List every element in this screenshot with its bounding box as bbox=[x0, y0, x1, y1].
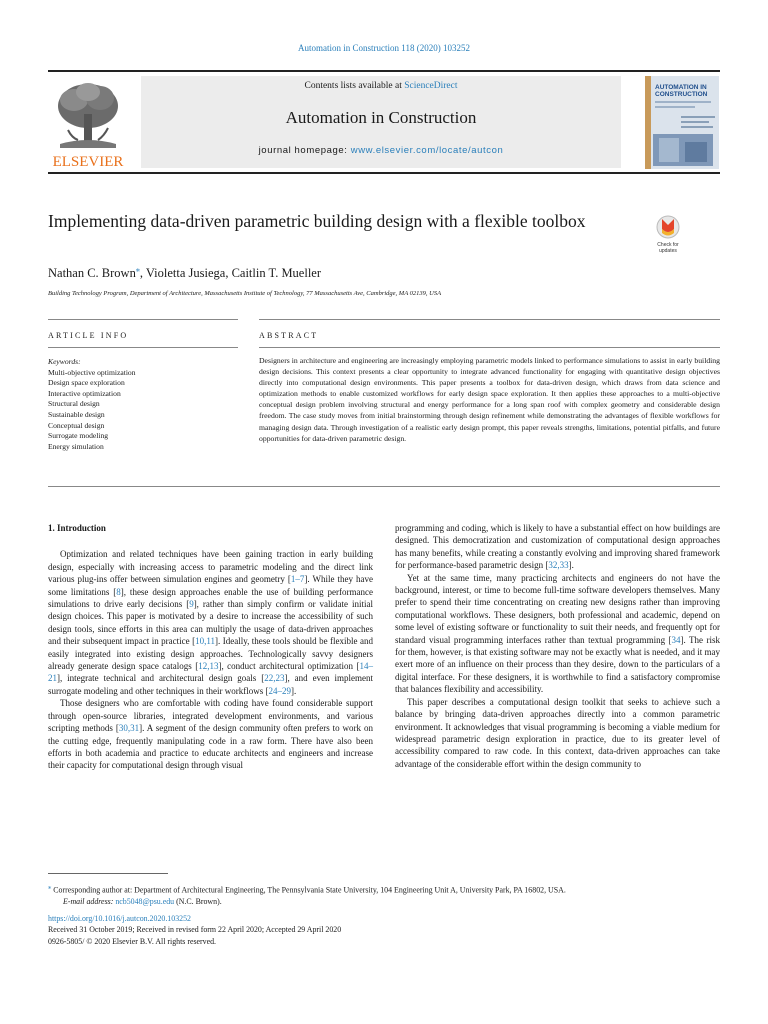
citation-link[interactable]: 30,31 bbox=[118, 723, 140, 734]
contents-line bbox=[141, 81, 621, 91]
body-paragraph bbox=[395, 522, 720, 572]
received-dates: Received 31 October 2019; Received in revised form 22 April 2020; Accepted 29 April 2020 bbox=[48, 925, 342, 935]
paragraph-text: ]. While they have some limitations [ bbox=[48, 574, 373, 597]
body-paragraph bbox=[395, 696, 720, 770]
body-column-left bbox=[48, 522, 373, 772]
citation-link[interactable]: 1–7 bbox=[290, 574, 305, 585]
affiliation: Building Technology Program, Department of Architecture, Massachusetts Institute of Technology, 77 Massachusetts Ave, Cambridge, MA 02139, USA bbox=[48, 290, 442, 297]
paragraph-text: ]. Ideally, these tools should be flexible and easily integrated into existing design approaches. Technologically savvy designers already generate design space catalogs [ bbox=[48, 636, 373, 672]
doi-link[interactable]: https://doi.org/10.1016/j.autcon.2020.103252 bbox=[48, 914, 191, 923]
paragraph-text: ], integrate technical and architectural design goals [ bbox=[57, 673, 265, 684]
journal-title: Automation in Construction bbox=[285, 108, 477, 127]
check-for-updates-button[interactable] bbox=[648, 213, 688, 255]
author-list bbox=[48, 265, 321, 281]
keyword-item: Structural design bbox=[48, 399, 100, 409]
paragraph-text: ], these design approaches enable the use of building performance simulations to drive early decisions [ bbox=[48, 586, 373, 610]
copyright: 0926-5805/ © 2020 Elsevier B.V. All rights reserved. bbox=[48, 936, 217, 946]
contents-prefix: Contents lists available at bbox=[304, 81, 405, 91]
body-paragraph bbox=[48, 548, 373, 697]
author-name[interactable]: Nathan C. Brown bbox=[48, 266, 136, 281]
keyword-item: Multi-objective optimization bbox=[48, 367, 136, 377]
divider bbox=[48, 347, 238, 348]
paragraph-text: This paper describes a computational design toolkit that seeks to achieve such a balance by bringing data-driven approaches directly into a common parametric environment. It acknowledges that visual programming is becoming a viable medium for widespread parametric design exploration in practice, due to its greater level of accessibility compared to raw code. In this context, data-driven approaches can take advantage of the considerable effort within the design community to bbox=[395, 696, 720, 769]
section-heading: 1. Introduction bbox=[48, 523, 106, 533]
divider bbox=[48, 486, 720, 487]
email-link[interactable]: ncb5048@psu.edu bbox=[115, 896, 175, 906]
citation-link[interactable]: 34 bbox=[671, 634, 681, 645]
header-rule bbox=[48, 172, 720, 174]
paragraph-text: ]. bbox=[290, 685, 297, 696]
corresponding-author-text: Corresponding author at: Department of Architectural Engineering, The Pennsylvania State University, 104 Engineering Unit A, University Park, PA 16802, USA. bbox=[53, 885, 566, 895]
keywords-label: Keywords: bbox=[48, 357, 81, 366]
paragraph-text: programming and coding, which is likely to have a substantial effect on how buildings are designed. This democratization and customization of computational design approaches has many benefits, while creating a constantly evolving and improving shared framework for performance-based parametric design [ bbox=[395, 523, 720, 571]
footnote-email bbox=[48, 896, 738, 907]
citation-link[interactable]: 12,13 bbox=[198, 661, 219, 672]
keywords-list bbox=[48, 357, 238, 452]
keyword-item: Energy simulation bbox=[48, 441, 104, 451]
footnote-rule bbox=[48, 873, 168, 874]
check-for-updates-icon bbox=[648, 213, 688, 255]
keyword-item: Conceptual design bbox=[48, 420, 105, 430]
paragraph-text: ], conduct architectural optimization [ bbox=[218, 661, 360, 672]
author-separator: , bbox=[225, 266, 232, 281]
body-column-right bbox=[395, 522, 720, 770]
journal-reference[interactable]: Automation in Construction 118 (2020) 103252 bbox=[298, 43, 470, 53]
keyword-item: Design space exploration bbox=[48, 378, 125, 388]
paragraph-text: Yet at the same time, many practicing architects and engineers do not have the background, interest, or time to become full-time software developers themselves. Many prefer to spend their time concentrating on creating new designs rather than improving computational workflows. These designers, both professional and academic, depend on some level of existing software or functionality to suit their needs, and frequently opt for standard visual programming interfaces rather than textual programming [ bbox=[395, 572, 720, 645]
footnote-mark[interactable]: ⁎ bbox=[48, 884, 52, 891]
citation-link[interactable]: 22,23 bbox=[264, 673, 285, 684]
citation-link[interactable]: 24–29 bbox=[268, 685, 291, 696]
citation-link[interactable]: 14–21 bbox=[48, 661, 373, 684]
citation-link[interactable]: 9 bbox=[189, 599, 194, 610]
email-label: E-mail address: bbox=[63, 896, 114, 906]
author-separator: , bbox=[139, 266, 146, 281]
citation-link[interactable]: 10,11 bbox=[195, 636, 216, 647]
keyword-item: Surrogate modeling bbox=[48, 431, 109, 441]
author-name[interactable]: Caitlin T. Mueller bbox=[231, 266, 322, 281]
article-title: Implementing data-driven parametric building design with a flexible toolbox bbox=[48, 211, 586, 231]
journal-header bbox=[48, 70, 720, 170]
journal-info-box bbox=[141, 76, 621, 168]
elsevier-tree-icon bbox=[48, 78, 128, 170]
paragraph-text: ], and even implement surrogate modeling and other techniques in their workflows [ bbox=[48, 673, 373, 696]
abstract-heading: ABSTRACT bbox=[259, 331, 319, 340]
divider bbox=[259, 347, 720, 348]
footnote bbox=[48, 882, 738, 907]
paragraph-text: ], rather than simply confirm or validate initial design choices. This paper is motivated by a desire to increase the accessibility of such design tools, since efforts in this area can multiply the usage of data-driven approaches and their subsequent impact in practice [ bbox=[48, 599, 373, 647]
abstract-text: Designers in architecture and engineering are increasingly employing parametric models linked to performance simulations to assist in early building design decisions. This context presents a clear opportunity to integrate advanced functionality for engaging with quantitative design objectives directly into computational design environments. This paper presents a toolbox for data-driven design, which draws from data science and optimization methods to enable customized workflows for early design space exploration. It then applies these approaches to a multi-objective conceptual design problem involving structural and energy performance for a long span roof with complex geometry and considerable design freedom. The case study moves from initial brainstorming through design refinement while demonstrating the advantages of flexible workflows for managing design data. Through investigation of a realistic early design prompt, this paper reveals strengths, limitations, potential pitfalls, and future opportunities for data-driven parametric design. bbox=[259, 356, 720, 443]
journal-cover-image[interactable] bbox=[645, 76, 719, 169]
body-paragraph bbox=[395, 572, 720, 696]
article-info-heading: ARTICLE INFO bbox=[48, 331, 129, 340]
svg-text:AUTOMATION IN CONSTRUC: AUTOMATION IN CONSTRUCTION bbox=[655, 84, 708, 98]
citation-link[interactable]: 8 bbox=[116, 586, 121, 597]
homepage-link[interactable]: www.elsevier.com/locate/autcon bbox=[350, 145, 504, 156]
paragraph-text: Those designers who are comfortable with coding have found considerable support through open-source libraries, integrated development environments, and various scripting methods [ bbox=[48, 698, 373, 734]
svg-text:Check for: Check for bbox=[657, 242, 679, 248]
divider bbox=[259, 319, 720, 320]
homepage-prefix: journal homepage: bbox=[258, 145, 351, 156]
paragraph-text: Optimization and related techniques have been gaining traction in early building design, especially with increasing access to parametric modeling and the direct link various plug-ins offer between simulation engines and geometry [ bbox=[48, 549, 373, 585]
paragraph-text: ]. The risk for them, however, is that existing software may not be exactly what is needed, and it may exert more of an influence on their process than they desire, down to the particulars of a digital interface. For these designers, it is worthwhile to find a satisfactory compromise that balances flexibility and accessibility. bbox=[395, 634, 720, 695]
footnote-corresponding bbox=[48, 882, 738, 896]
sciencedirect-link[interactable]: ScienceDirect bbox=[404, 81, 458, 91]
citation-link[interactable]: 32,33 bbox=[548, 560, 569, 571]
author-name[interactable]: Violetta Jusiega bbox=[145, 266, 226, 281]
svg-text:updates: updates bbox=[659, 248, 677, 254]
paragraph-text: ]. bbox=[568, 560, 574, 571]
keyword-item: Interactive optimization bbox=[48, 388, 121, 398]
keyword-item: Sustainable design bbox=[48, 409, 105, 419]
elsevier-wordmark: ELSEVIER bbox=[52, 154, 124, 170]
body-paragraph bbox=[48, 697, 373, 771]
journal-cover-icon bbox=[645, 76, 719, 169]
email-suffix: (N.C. Brown). bbox=[174, 896, 222, 906]
paragraph-text: ]. A segment of the design community often prefers to work on the cutting edge, frequently manipulating code in a raw form. There have also been efforts in both academia and practice to educate architects and engineers and increase their capacity for computational design through visual bbox=[48, 723, 373, 771]
divider bbox=[48, 319, 238, 320]
elsevier-logo[interactable] bbox=[48, 78, 128, 170]
journal-homepage bbox=[141, 145, 621, 156]
corresponding-author-mark[interactable]: ⁎ bbox=[135, 265, 140, 274]
publication-info bbox=[48, 913, 341, 947]
